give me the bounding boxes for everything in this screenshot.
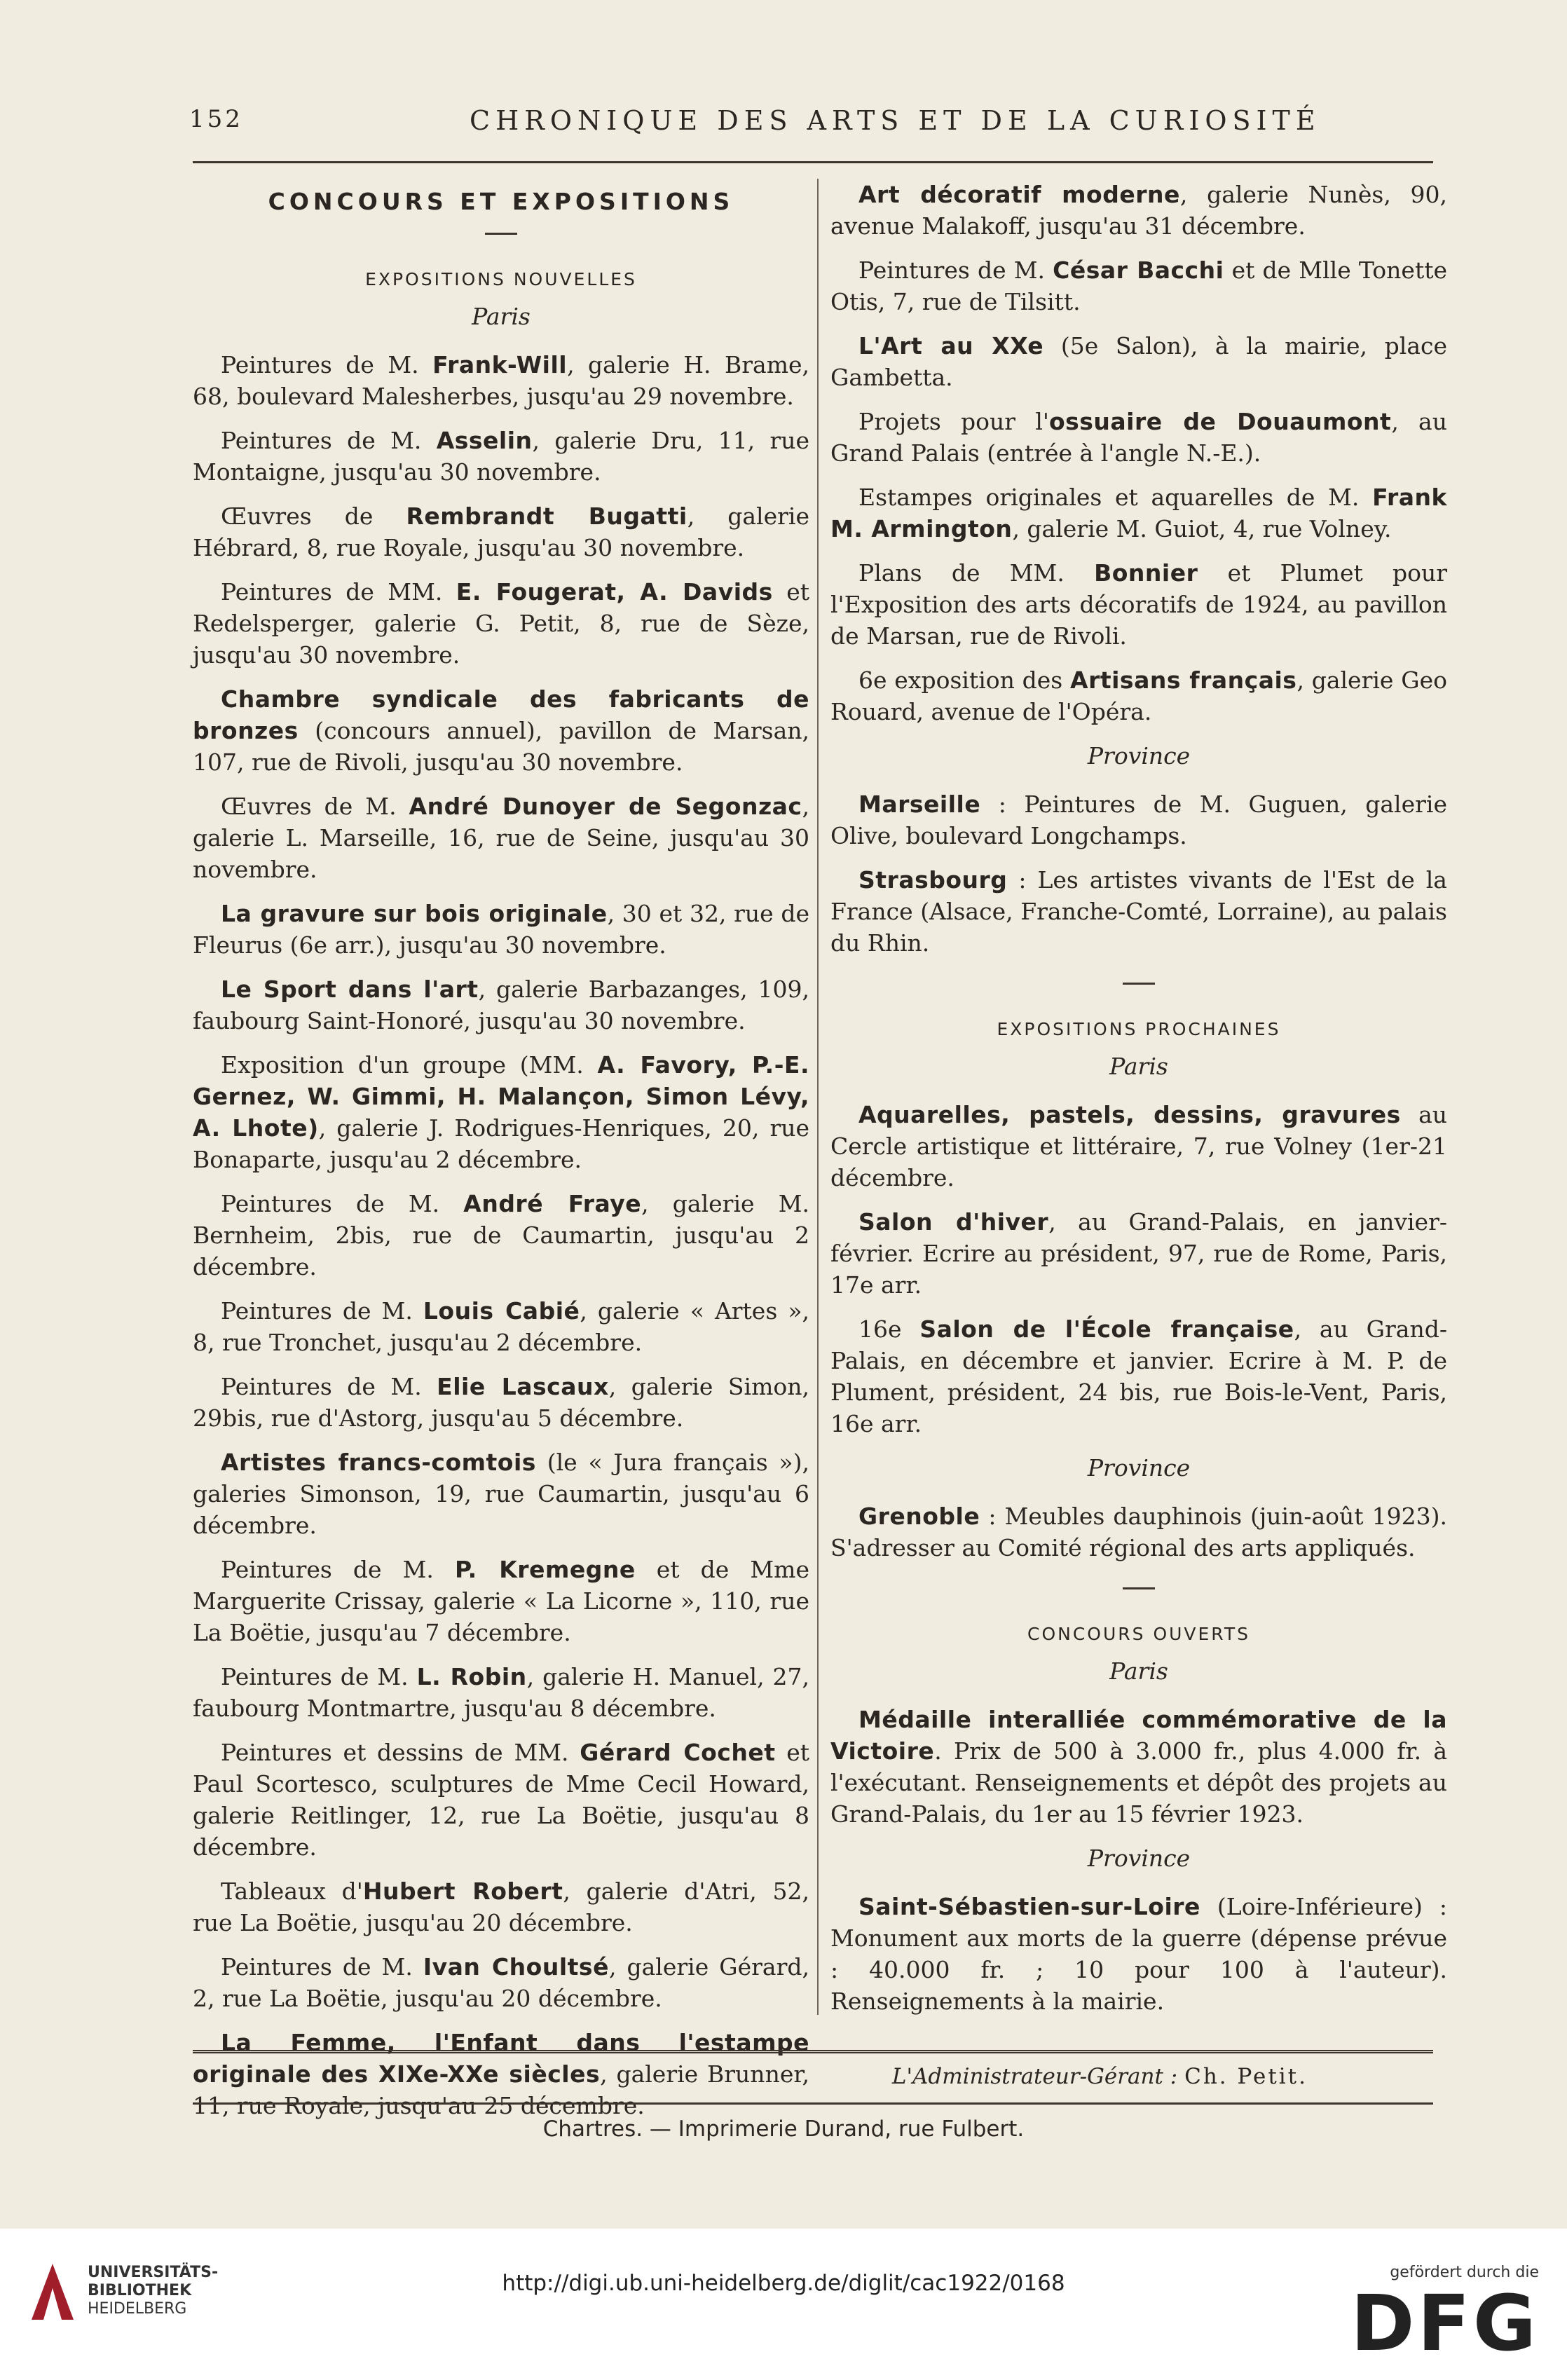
imprint-line: Chartres. — Imprimerie Durand, rue Fulbert. [542,2116,1025,2142]
entry-name: Marseille [858,791,981,818]
city-paris: Paris [1109,1657,1168,1685]
entry-name: Aquarelles, pastels, dessins, gravures [858,1101,1401,1128]
entry-name: E. Fougerat, A. Davids [456,578,773,606]
entry-name: Hubert Robert [362,1878,563,1905]
bottom-rule [193,2102,1433,2105]
exhibition-entry: Peintures de M. P. Kremegne et de Mme Marguerite Crissay, galerie « La Licorne », 110, rue La Boëtie, jusqu'au 7 décembre. [193,1556,809,1646]
exhibition-entry: Projets pour l'ossuaire de Douaumont, au Grand Palais (entrée à l'angle N.-E.). [830,408,1447,467]
gerant-name: Ch. Petit. [1184,2064,1308,2089]
exhibition-entry: La gravure sur bois originale, 30 et 32, rue de Fleurus (6e arr.), jusqu'au 30 novembre. [193,900,809,959]
entry-list [830,1099,1447,1439]
exhibition-entry: Art décoratif moderne, galerie Nunès, 90, avenue Malakoff, jusqu'au 31 décembre. [830,181,1447,240]
exhibition-entry: Œuvres de Rembrandt Bugatti, galerie Hébrard, 8, rue Royale, jusqu'au 30 novembre. [193,502,809,561]
entry-name: André Dunoyer de Segonzac [409,793,802,820]
exhibition-entry: Peintures de M. Louis Cabié, galerie « Artes », 8, rue Tronchet, jusqu'au 2 décembre. [193,1297,810,1356]
entry-list [830,1891,1447,2017]
section-title: CONCOURS ET EXPOSITIONS [268,188,734,215]
exhibition-entry: Peintures de M. André Fraye, galerie M. Bernheim, 2bis, rue de Caumartin, jusqu'au 2 décembre. [193,1190,809,1280]
exhibition-entry: L'Art au XXe (5e Salon), à la mairie, place Gambetta. [830,332,1448,391]
entry-name: André Fraye [463,1190,642,1217]
gerant-line [892,2064,1308,2089]
exhibition-entry: Peintures de M. Elie Lascaux, galerie Simon, 29bis, rue d'Astorg, jusqu'au 5 décembre. [193,1373,809,1432]
exhibition-entry: Marseille : Peintures de M. Guguen, galerie Olive, boulevard Longchamps. [830,791,1447,849]
entry-name: Saint-Sébastien-sur-Loire [858,1893,1200,1920]
subsection-ouverts: CONCOURS OUVERTS [1027,1624,1251,1644]
bottom-rule [193,2050,1433,2053]
exhibition-entry: 16e Salon de l'École française, au Grand-Palais, en décembre et janvier. Ecrire à M. P. de Plument, président, 24 bis, rue Bois-le-Vent, Paris, 16e arr. [830,1315,1447,1437]
subsection-prochaines: EXPOSITIONS PROCHAINES [997,1019,1281,1039]
entry-name: Médaille interalliée commémorative de la Victoire [830,1706,1447,1765]
entry-name: Salon d'hiver [858,1208,1049,1236]
entry-name: Frank M. Armington [830,484,1447,542]
exhibition-entry: Peintures de M. L. Robin, galerie H. Manuel, 27, faubourg Montmartre, jusqu'au 8 décembre. [193,1663,810,1722]
entry-name: Art décoratif moderne [858,181,1180,208]
exhibition-entry: Strasbourg : Les artistes vivants de l'Est de la France (Alsace, Franche-Comté, Lorraine), au palais du Rhin. [830,866,1447,957]
entry-name: L'Art au XXe [858,332,1044,360]
city-paris: Paris [1109,1053,1168,1080]
entry-list [830,1500,1447,1564]
digitization-url-link[interactable]: http://digi.ub.uni-heidelberg.de/diglit/cac1922/0168 [502,2271,1065,2296]
gerant-label: L'Administrateur-Gérant : [891,2064,1185,2089]
funder-label: gefördert durch die [1390,2264,1539,2281]
exhibition-entry: Salon d'hiver, au Grand-Palais, en janvier-février. Ecrire au président, 97, rue de Rome, Paris, 17e arr. [830,1208,1448,1299]
entry-name: L. Robin [416,1663,527,1690]
exhibition-entry: Peintures de MM. E. Fougerat, A. Davids et Redelsperger, galerie G. Petit, 8, rue de Sèze, jusqu'au 30 novembre. [193,578,810,669]
section-dash [830,971,1447,992]
exhibition-entry: 6e exposition des Artisans français, galerie Geo Rouard, avenue de l'Opéra. [830,666,1447,725]
entry-name: Ivan Choultsé [423,1953,609,1981]
exhibition-entry: Estampes originales et aquarelles de M. Frank M. Armington, galerie M. Guiot, 4, rue Volney. [830,484,1447,542]
city-paris: Paris [472,303,531,330]
exhibition-entry: Peintures de M. César Bacchi et de Mlle Tonette Otis, 7, rue de Tilsitt. [830,257,1448,315]
entry-name: Gérard Cochet [580,1739,776,1766]
entry-name: Frank-Will [432,351,568,378]
entry-name: Rembrandt Bugatti [406,502,687,530]
city-province: Province [1087,742,1191,770]
entry-name: Grenoble [858,1503,980,1530]
entry-name: Louis Cabié [423,1297,580,1325]
running-header [189,105,1437,147]
entry-name: Chambre syndicale des fabricants de bronzes [193,685,809,744]
entry-list [830,788,1447,959]
entry-name: Artistes francs-comtois [221,1449,536,1476]
entry-name: Le Sport dans l'art [221,976,479,1003]
exhibition-entry: Artistes francs-comtois (le « Jura français »), galeries Simonson, 19, rue Caumartin, jusqu'au 6 décembre. [193,1449,809,1539]
entry-name: La gravure sur bois originale [221,900,608,927]
exhibition-entry: Plans de MM. Bonnier et Plumet pour l'Exposition des arts décoratifs de 1924, au pavillon de Marsan, rue de Rivoli. [830,559,1447,650]
exhibition-entry: Peintures et dessins de MM. Gérard Cochet et Paul Scortesco, sculptures de Mme Cecil Howard, galerie Reitlinger, 12, rue La Boëtie, jusqu'au 8 décembre. [193,1739,810,1861]
entry-list [193,349,809,2121]
exhibition-entry: Peintures de M. Asselin, galerie Dru, 11, rue Montaigne, jusqu'au 30 novembre. [193,427,809,486]
running-title: CHRONIQUE DES ARTS ET DE LA CURIOSITÉ [470,105,1321,136]
section-dash [193,221,809,242]
exhibition-entry: Exposition d'un groupe (MM. A. Favory, P.-E. Gernez, W. Gimmi, H. Malançon, Simon Lévy, A. Lhote), galerie J. Rodrigues-Henriques, 20, rue Bonaparte, jusqu'au 2 décembre. [193,1051,809,1173]
exhibition-entry: Peintures de M. Frank-Will, galerie H. Brame, 68, boulevard Malesherbes, jusqu'au 29 novembre. [193,351,810,410]
entry-name: A. Favory, P.-E. Gernez, W. Gimmi, H. Malançon, Simon Lévy, A. Lhote) [193,1051,809,1142]
entry-name: Strasbourg [858,866,1008,894]
exhibition-entry: Grenoble : Meubles dauphinois (juin-août 1923). S'adresser au Comité régional des arts appliqués. [830,1503,1447,1561]
exhibition-entry: Le Sport dans l'art, galerie Barbazanges, 109, faubourg Saint-Honoré, jusqu'au 30 novembre. [193,976,809,1034]
entry-name: Asselin [436,427,533,454]
exhibition-entry: Chambre syndicale des fabricants de bronzes (concours annuel), pavillon de Marsan, 107, rue de Rivoli, jusqu'au 30 novembre. [193,685,809,776]
entry-list [830,179,1447,727]
column-divider [817,179,819,2015]
exhibition-entry: Aquarelles, pastels, dessins, gravures au Cercle artistique et littéraire, 7, rue Volney (1er-21 décembre. [830,1101,1447,1191]
entry-name: Bonnier [1094,559,1198,587]
library-name-line3: HEIDELBERG [88,2300,187,2318]
entry-list [830,1704,1447,1830]
library-name-line1: UNIVERSITÄTS- [88,2264,219,2281]
library-name-line2: BIBLIOTHEK [88,2282,192,2299]
exhibition-entry: Médaille interalliée commémorative de la Victoire. Prix de 500 à 3.000 fr., plus 4.000 fr. à l'exécutant. Renseignements et dépôt des projets au Grand-Palais, du 1er au 15 février 1923. [830,1706,1447,1828]
exhibition-entry: Peintures de M. Ivan Choultsé, galerie Gérard, 2, rue La Boëtie, jusqu'au 20 décembre. [193,1953,809,2012]
library-footer-bar [0,2229,1567,2380]
entry-name: César Bacchi [1053,257,1224,284]
entry-name: Salon de l'École française [919,1315,1294,1343]
entry-name: ossuaire de Douaumont [1048,408,1392,435]
exhibition-entry: Saint-Sébastien-sur-Loire (Loire-Inférieure) : Monument aux morts de la guerre (dépense prévue : 40.000 fr. ; 10 pour 100 à l'auteur). Renseignements à la mairie. [830,1893,1447,2015]
entry-name: Elie Lascaux [437,1373,609,1400]
entry-name: P. Kremegne [454,1556,636,1583]
exhibition-entry: La Femme, l'Enfant dans l'estampe originale des XIXe-XXe siècles, galerie Brunner, 11, rue Royale, jusqu'au 25 décembre. [193,2029,809,2119]
exhibition-entry: Tableaux d'Hubert Robert, galerie d'Atri, 52, rue La Boëtie, jusqu'au 20 décembre. [193,1878,809,1936]
subsection-nouvelles: EXPOSITIONS NOUVELLES [365,269,637,289]
entry-name: La Femme, l'Enfant dans l'estampe originale des XIXe-XXe siècles [193,2029,809,2088]
left-column [193,179,809,2134]
section-dash [830,1576,1447,1597]
page-number: 152 [189,105,243,133]
dfg-logo: DFG [1350,2278,1539,2368]
city-province: Province [1087,1845,1191,1872]
header-rule [193,161,1433,163]
exhibition-entry: Œuvres de M. André Dunoyer de Segonzac, galerie L. Marseille, 16, rue de Seine, jusqu'au 30 novembre. [193,793,809,883]
city-province: Province [1087,1454,1191,1482]
right-column [830,179,1447,2030]
entry-name: Artisans français [1070,666,1297,694]
